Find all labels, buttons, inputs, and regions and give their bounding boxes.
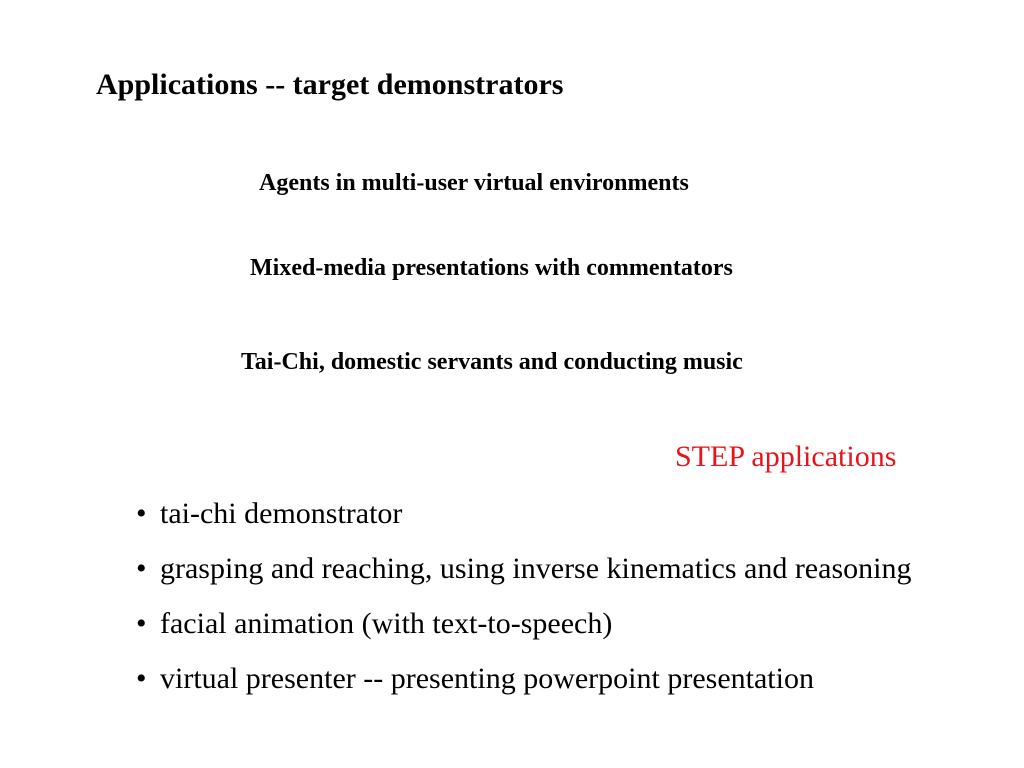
subheading-mixed-media: Mixed-media presentations with commentators <box>250 255 733 281</box>
subheading-tai-chi: Tai-Chi, domestic servants and conducting music <box>241 349 743 375</box>
subheading-multi-user: Agents in multi-user virtual environments <box>259 170 689 196</box>
list-item <box>136 486 911 541</box>
bullet-list <box>136 486 911 706</box>
step-applications-label: STEP applications <box>675 440 897 473</box>
list-item <box>136 541 911 596</box>
bullet-icon: • <box>136 552 147 585</box>
list-item <box>136 651 911 706</box>
bullet-text: grasping and reaching, using inverse kinematics and reasoning <box>160 552 912 585</box>
bullet-text: tai-chi demonstrator <box>160 497 403 530</box>
list-item <box>136 596 911 651</box>
slide-title: Applications -- target demonstrators <box>96 68 564 101</box>
bullet-icon: • <box>136 662 147 695</box>
bullet-text: virtual presenter -- presenting powerpoint presentation <box>160 662 814 695</box>
bullet-icon: • <box>136 497 147 530</box>
bullet-text: facial animation (with text-to-speech) <box>160 607 613 640</box>
bullet-icon: • <box>136 607 147 640</box>
